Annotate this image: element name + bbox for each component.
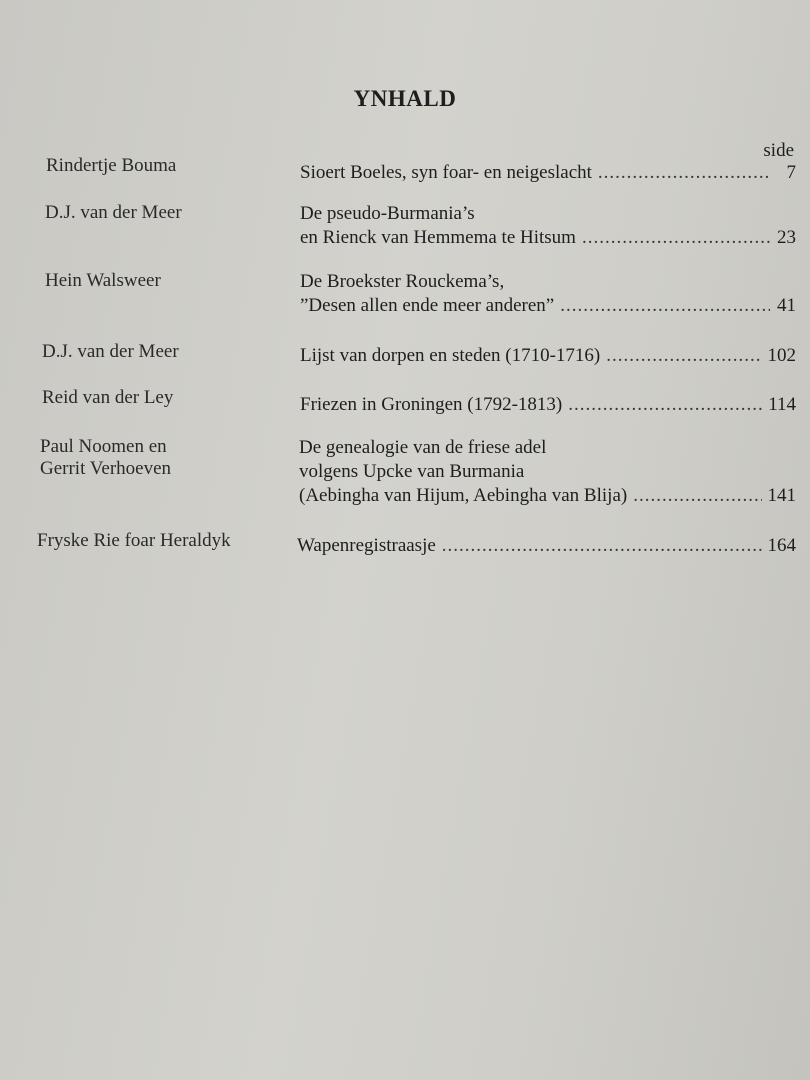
toc-page-number: 41 <box>777 295 796 316</box>
toc-author: Rindertje Bouma <box>46 155 177 176</box>
toc-title-text: De pseudo-Burmania’s <box>300 203 475 224</box>
toc-author: Paul Noomen en Gerrit Verhoeven <box>40 436 172 479</box>
toc-page-number: 23 <box>777 227 796 248</box>
toc-title <box>300 202 796 250</box>
toc-title-text: Lijst van dorpen en steden (1710-1716) <box>300 345 601 366</box>
toc-author: Hein Walsweer <box>45 270 161 291</box>
toc-page-number: 114 <box>768 394 796 415</box>
toc-author: Reid van der Ley <box>42 387 174 408</box>
page-title: YNHALD <box>353 86 457 111</box>
toc-title-text: en Rienck van Hemmema te Hitsum <box>300 227 576 248</box>
toc-title <box>299 436 796 508</box>
toc-title-text: (Aebingha van Hijum, Aebingha van Blija) <box>299 485 628 506</box>
dot-leader <box>560 294 770 318</box>
toc-author: D.J. van der Meer <box>45 202 182 223</box>
page-column-label: side <box>763 140 794 161</box>
dot-leader <box>582 226 770 250</box>
dot-leader <box>598 161 770 185</box>
toc-page-number: 7 <box>786 162 796 183</box>
dot-leader <box>633 484 761 508</box>
toc-author: D.J. van der Meer <box>42 341 179 362</box>
dot-leader <box>606 344 761 368</box>
dot-leader <box>442 534 762 558</box>
toc-title <box>300 270 796 318</box>
toc-page-number: 141 <box>767 485 796 506</box>
toc-title-text: Friezen in Groningen (1792-1813) <box>300 394 563 415</box>
dot-leader <box>568 393 762 417</box>
toc-page-number: 102 <box>767 345 796 366</box>
toc-author: Fryske Rie foar Heraldyk <box>37 530 231 551</box>
toc-title-text: ”Desen allen ende meer anderen” <box>300 295 555 316</box>
toc-title <box>300 393 796 417</box>
toc-title-text: volgens Upcke van Burmania <box>299 461 525 482</box>
toc-title <box>300 344 796 368</box>
toc-title-text: Wapenregistraasje <box>297 535 436 556</box>
toc-title <box>300 161 796 185</box>
toc-page-number: 164 <box>767 535 796 556</box>
toc-title-text: De Broekster Rouckema’s, <box>300 271 505 292</box>
toc-title-text: Sioert Boeles, syn foar- en neigeslacht <box>300 162 592 183</box>
toc-title-text: De genealogie van de friese adel <box>299 437 547 458</box>
toc-title <box>297 534 796 558</box>
